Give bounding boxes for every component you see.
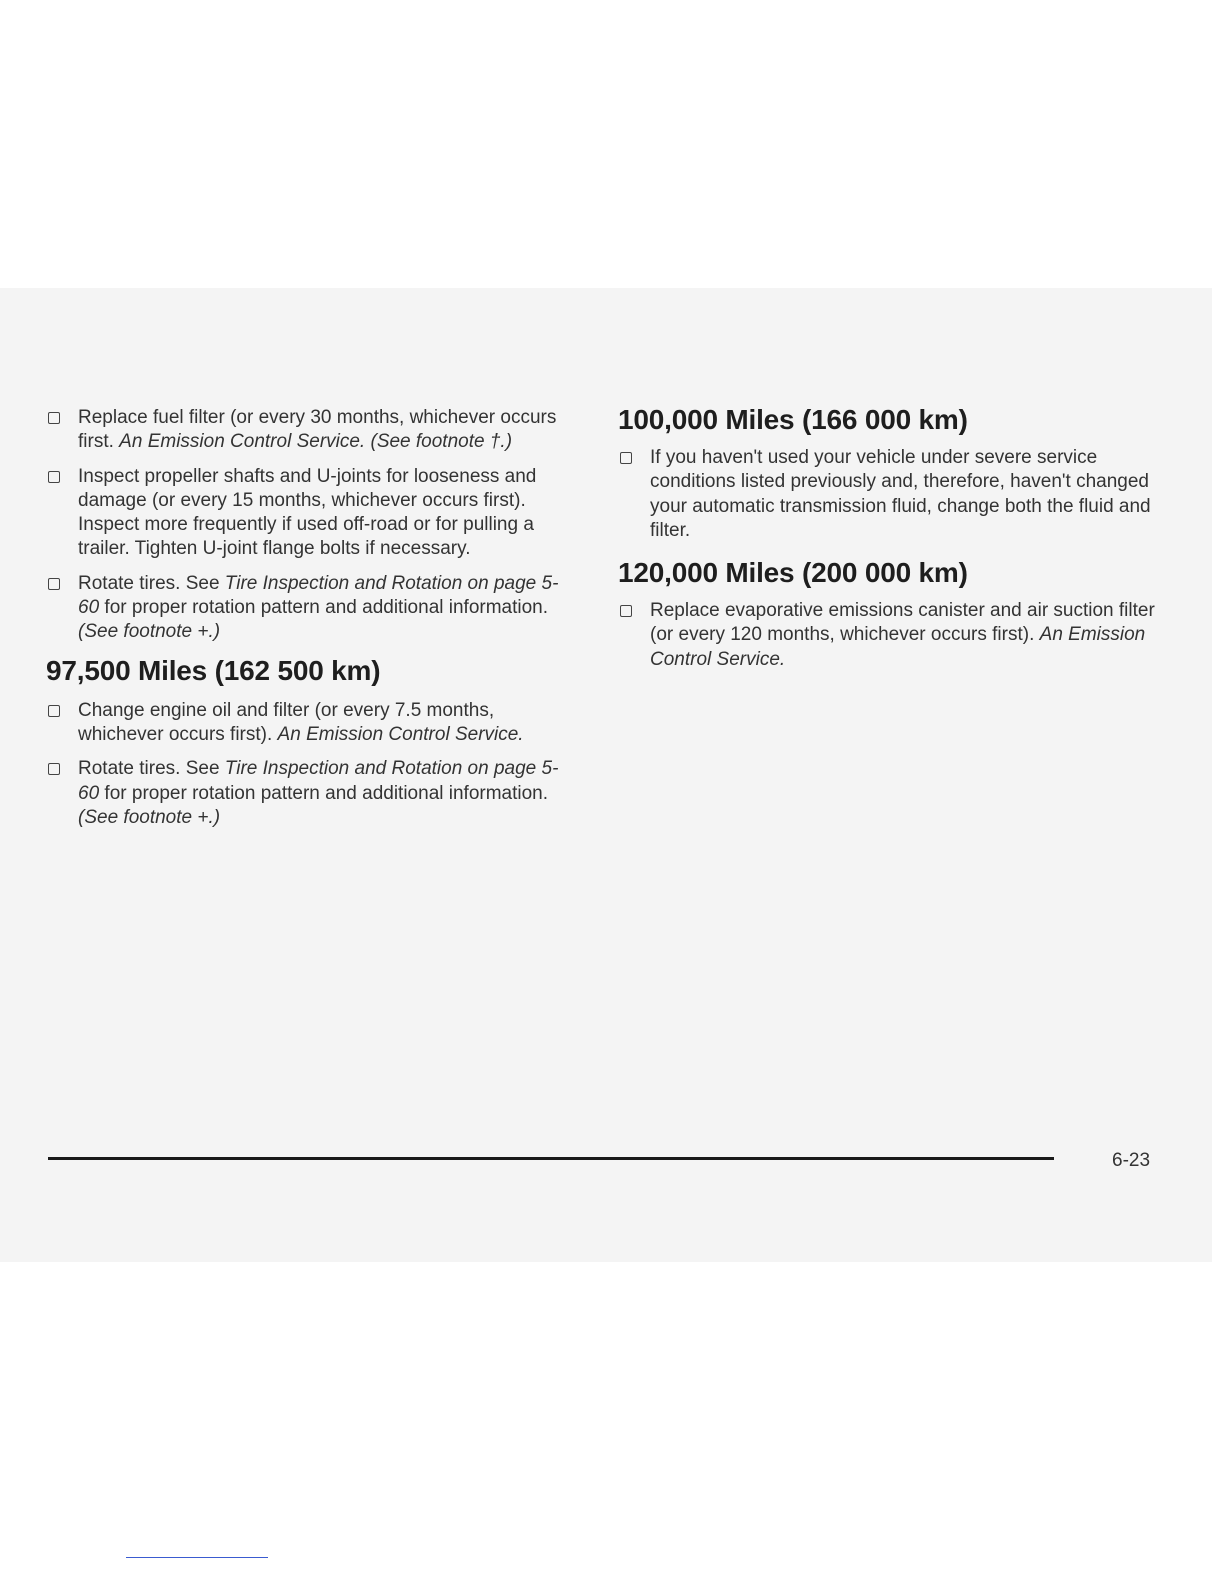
manual-page: [0, 288, 1212, 1262]
checkbox-icon: [48, 471, 60, 483]
underline-mark: [126, 1557, 268, 1558]
footer-rule: [48, 1157, 1054, 1160]
checklist-item: Replace evaporative emissions canister and air suction filter (or every 120 months, whichever occurs first). An Emission Control Service.: [618, 599, 1163, 672]
right-column: [618, 404, 1163, 682]
section-heading-120000: 120,000 Miles (200 000 km): [618, 557, 968, 589]
checklist-item: Inspect propeller shafts and U-joints for looseness and damage (or every 15 months, whichever occurs first). Inspect more frequently if used off-road or for pulling a trailer. Tighten U-joint flange bolts if necessary.: [46, 465, 576, 562]
checklist-item: Rotate tires. See Tire Inspection and Rotation on page 5-60 for proper rotation pattern and additional information. (See footnote +.): [46, 572, 576, 645]
checkbox-icon: [620, 605, 632, 617]
cross-reference-link: Tire Inspection and Rotation on page 5-60: [78, 572, 559, 619]
checkbox-icon: [48, 705, 60, 717]
checklist-item: Replace fuel filter (or every 30 months, whichever occurs first. An Emission Control Service. (See footnote †.): [46, 406, 576, 455]
checklist-item: If you haven't used your vehicle under severe service conditions listed previously and, therefore, haven't changed your automatic transmission fluid, change both the fluid and filter.: [618, 446, 1163, 543]
section-heading-100000: 100,000 Miles (166 000 km): [618, 404, 968, 435]
checklist-item: Rotate tires. See Tire Inspection and Rotation on page 5-60 for proper rotation pattern and additional information. (See footnote +.): [46, 757, 576, 830]
checkbox-icon: [620, 452, 632, 464]
checkbox-icon: [48, 412, 60, 424]
checklist-item: Change engine oil and filter (or every 7.5 months, whichever occurs first). An Emission Control Service.: [46, 699, 576, 748]
checkbox-icon: [48, 763, 60, 775]
left-column: [46, 406, 576, 840]
section-heading-97500: 97,500 Miles (162 500 km): [46, 654, 381, 686]
checkbox-icon: [48, 578, 60, 590]
page-number: 6-23: [1112, 1150, 1151, 1171]
cross-reference-link: Tire Inspection and Rotation on page 5-60: [78, 758, 559, 804]
